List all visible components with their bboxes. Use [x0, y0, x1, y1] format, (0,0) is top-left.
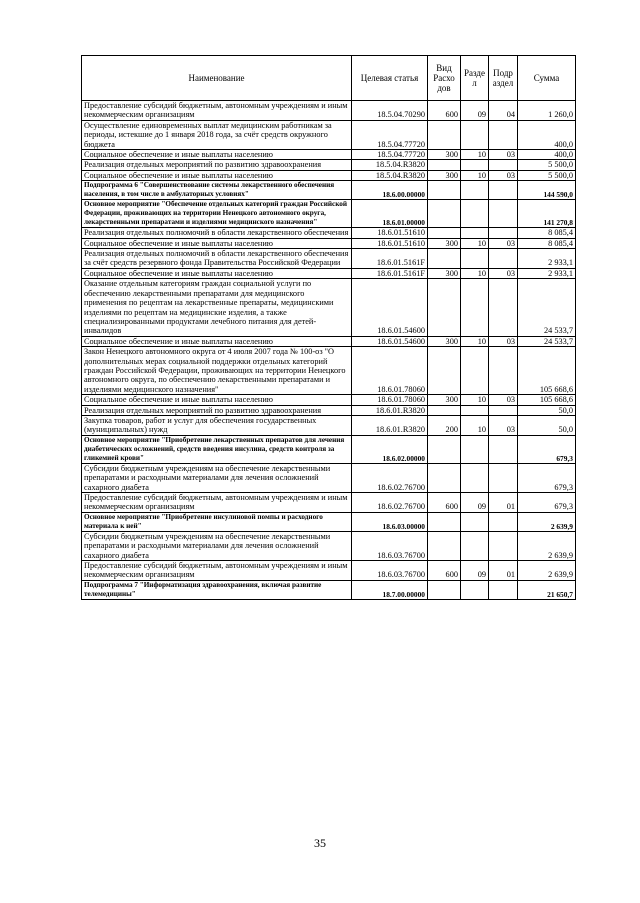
cell-razdel: [461, 279, 489, 336]
cell-podrazdel: [489, 347, 518, 395]
cell-sum: 141 270,8: [518, 200, 576, 228]
header-vid: Вид Расхо дов: [428, 56, 461, 101]
table-row: [82, 200, 576, 228]
cell-razdel: [461, 405, 489, 415]
cell-article: 18.6.01.78060: [352, 347, 428, 395]
cell-sum: 679,3: [518, 493, 576, 513]
cell-name: Реализация отдельных полномочий в области лекарственного обеспечения за счёт средств резервного фонда Правительства Российской Федерации: [82, 249, 352, 269]
cell-podrazdel: 04: [489, 101, 518, 121]
cell-vid: 300: [428, 238, 461, 248]
cell-name: Социальное обеспечение и иные выплаты населению: [82, 170, 352, 180]
cell-razdel: 10: [461, 336, 489, 346]
cell-razdel: [461, 181, 489, 200]
budget-table: [81, 55, 576, 600]
table-row: [82, 531, 576, 560]
table-row: [82, 493, 576, 513]
table-row: [82, 120, 576, 149]
cell-vid: 600: [428, 101, 461, 121]
cell-sum: 24 533,7: [518, 336, 576, 346]
cell-name: Предоставление субсидий бюджетным, автономным учреждениям и иным некоммерческим организациям: [82, 493, 352, 513]
cell-name: Осуществление единовременных выплат медицинским работникам за периоды, истекшие до 1 января 2018 года, за счёт средств окружного бюджета: [82, 120, 352, 149]
cell-article: 18.6.02.76700: [352, 493, 428, 513]
cell-name: Основное мероприятие "Приобретение лекарственных препаратов для лечения диабетических осложнений, средств введения инсулина, средств контроля за гликемией крови": [82, 435, 352, 463]
cell-sum: 5 500,0: [518, 160, 576, 170]
cell-name: Подпрограмма 6 "Совершенствование системы лекарственного обеспечения населения, в том числе в амбулаторных условиях": [82, 181, 352, 200]
cell-vid: [428, 279, 461, 336]
cell-article: 18.6.01.00000: [352, 200, 428, 228]
cell-name: Подпрограмма 7 "Информатизация здравоохранения, включая развитие телемедицины": [82, 580, 352, 599]
table-row: [82, 405, 576, 415]
cell-vid: [428, 347, 461, 395]
cell-sum: 144 590,0: [518, 181, 576, 200]
cell-razdel: [461, 463, 489, 492]
cell-podrazdel: [489, 580, 518, 599]
cell-razdel: 09: [461, 101, 489, 121]
cell-podrazdel: [489, 228, 518, 238]
cell-article: 18.5.04.70290: [352, 101, 428, 121]
cell-razdel: 10: [461, 268, 489, 278]
cell-sum: 679,3: [518, 463, 576, 492]
cell-name: Субсидии бюджетным учреждениям на обеспечение лекарственными препаратами и расходными материалами для лечения осложнений сахарного диабета: [82, 463, 352, 492]
table-row: [82, 561, 576, 581]
table-row: [82, 463, 576, 492]
cell-name: Реализация отдельных мероприятий по развитию здравоохранения: [82, 160, 352, 170]
cell-article: 18.6.01.5161F: [352, 249, 428, 269]
table-row: [82, 101, 576, 121]
table-row: [82, 170, 576, 180]
header-name: Наименование: [82, 56, 352, 101]
cell-name: Субсидии бюджетным учреждениям на обеспечение лекарственными препаратами и расходными материалами для лечения осложнений сахарного диабета: [82, 531, 352, 560]
cell-sum: 105 668,6: [518, 395, 576, 405]
cell-vid: [428, 228, 461, 238]
cell-article: 18.6.01.54600: [352, 279, 428, 336]
cell-article: 18.6.01.5161F: [352, 268, 428, 278]
cell-sum: 2 639,9: [518, 531, 576, 560]
cell-name: Реализация отдельных полномочий в области лекарственного обеспечения: [82, 228, 352, 238]
cell-razdel: [461, 580, 489, 599]
page-number: 35: [314, 836, 326, 850]
cell-vid: 300: [428, 268, 461, 278]
table-row: [82, 336, 576, 346]
cell-name: Социальное обеспечение и иные выплаты населению: [82, 150, 352, 160]
cell-sum: 400,0: [518, 150, 576, 160]
cell-article: 18.5.04.R3820: [352, 160, 428, 170]
table-row: [82, 181, 576, 200]
cell-podrazdel: [489, 181, 518, 200]
cell-article: 18.6.02.00000: [352, 435, 428, 463]
cell-sum: 8 085,4: [518, 238, 576, 248]
cell-razdel: [461, 200, 489, 228]
cell-razdel: [461, 512, 489, 531]
cell-sum: 400,0: [518, 120, 576, 149]
cell-podrazdel: 03: [489, 238, 518, 248]
cell-name: Социальное обеспечение и иные выплаты населению: [82, 268, 352, 278]
cell-article: 18.6.01.51610: [352, 228, 428, 238]
cell-vid: [428, 580, 461, 599]
cell-razdel: [461, 160, 489, 170]
cell-podrazdel: [489, 279, 518, 336]
cell-article: 18.6.03.00000: [352, 512, 428, 531]
cell-sum: 8 085,4: [518, 228, 576, 238]
cell-vid: [428, 120, 461, 149]
table-row: [82, 435, 576, 463]
cell-sum: 2 639,9: [518, 561, 576, 581]
cell-article: 18.5.04.77720: [352, 150, 428, 160]
cell-vid: 300: [428, 336, 461, 346]
cell-article: 18.6.01.54600: [352, 336, 428, 346]
header-razdel: Разде л: [461, 56, 489, 101]
table-row: [82, 160, 576, 170]
cell-sum: 24 533,7: [518, 279, 576, 336]
cell-article: 18.6.01.51610: [352, 238, 428, 248]
cell-vid: 300: [428, 395, 461, 405]
cell-vid: 300: [428, 170, 461, 180]
cell-podrazdel: 03: [489, 336, 518, 346]
cell-razdel: [461, 531, 489, 560]
cell-sum: 1 260,0: [518, 101, 576, 121]
cell-vid: [428, 181, 461, 200]
cell-name: Закупка товаров, работ и услуг для обеспечения государственных (муниципальных) нужд: [82, 415, 352, 435]
cell-article: 18.6.01.R3820: [352, 415, 428, 435]
table-row: [82, 415, 576, 435]
cell-sum: 105 668,6: [518, 347, 576, 395]
cell-name: Социальное обеспечение и иные выплаты населению: [82, 238, 352, 248]
cell-name: Реализация отдельных мероприятий по развитию здравоохранения: [82, 405, 352, 415]
cell-vid: [428, 512, 461, 531]
cell-razdel: 09: [461, 561, 489, 581]
cell-vid: [428, 160, 461, 170]
cell-name: Закон Ненецкого автономного округа от 4 июля 2007 года № 100-оз "О дополнительных мерах социальной поддержки отдельных категорий граждан Российской Федерации, проживающих на территории Ненецкого автономного округа, по обеспечению лекарственными препаратами и изделиями медицинского назначения": [82, 347, 352, 395]
cell-sum: 2 639,9: [518, 512, 576, 531]
header-podrazdel: Подр аздел: [489, 56, 518, 101]
cell-name: Основное мероприятие "Приобретение инсулиновой помпы и расходного материала к ней": [82, 512, 352, 531]
cell-article: 18.6.01.78060: [352, 395, 428, 405]
cell-sum: 5 500,0: [518, 170, 576, 180]
cell-vid: [428, 531, 461, 560]
table-header-row: [82, 56, 576, 101]
cell-podrazdel: [489, 120, 518, 149]
cell-podrazdel: 01: [489, 561, 518, 581]
cell-razdel: 10: [461, 150, 489, 160]
cell-article: 18.6.02.76700: [352, 463, 428, 492]
table-body: [82, 101, 576, 600]
cell-name: Социальное обеспечение и иные выплаты населению: [82, 336, 352, 346]
header-sum: Сумма: [518, 56, 576, 101]
cell-sum: 21 650,7: [518, 580, 576, 599]
table-row: [82, 150, 576, 160]
cell-name: Социальное обеспечение и иные выплаты населению: [82, 395, 352, 405]
cell-razdel: [461, 435, 489, 463]
cell-razdel: 10: [461, 415, 489, 435]
cell-podrazdel: [489, 249, 518, 269]
cell-podrazdel: 03: [489, 395, 518, 405]
cell-razdel: [461, 120, 489, 149]
cell-article: 18.6.01.R3820: [352, 405, 428, 415]
cell-podrazdel: [489, 463, 518, 492]
cell-podrazdel: [489, 405, 518, 415]
cell-name: Оказание отдельным категориям граждан социальной услуги по обеспечению лекарственными препаратами для медицинского применения по рецептам на лекарственные препараты, медицинскими изделиями по рецептам на медицинские изделия, а также специализированными продуктами лечебного питания для детей-инвалидов: [82, 279, 352, 336]
cell-vid: [428, 249, 461, 269]
cell-vid: [428, 463, 461, 492]
cell-vid: 200: [428, 415, 461, 435]
table-row: [82, 347, 576, 395]
table-row: [82, 238, 576, 248]
cell-razdel: [461, 228, 489, 238]
cell-razdel: [461, 347, 489, 395]
cell-razdel: 10: [461, 170, 489, 180]
cell-podrazdel: [489, 160, 518, 170]
cell-article: 18.5.04.R3820: [352, 170, 428, 180]
cell-sum: 2 933,1: [518, 249, 576, 269]
cell-sum: 50,0: [518, 405, 576, 415]
cell-razdel: 09: [461, 493, 489, 513]
cell-sum: 50,0: [518, 415, 576, 435]
cell-name: Предоставление субсидий бюджетным, автономным учреждениям и иным некоммерческим организациям: [82, 561, 352, 581]
cell-article: 18.6.00.00000: [352, 181, 428, 200]
cell-vid: 600: [428, 493, 461, 513]
table-row: [82, 580, 576, 599]
table-row: [82, 279, 576, 336]
cell-sum: 679,3: [518, 435, 576, 463]
cell-article: 18.6.03.76700: [352, 531, 428, 560]
cell-podrazdel: 03: [489, 170, 518, 180]
cell-vid: 600: [428, 561, 461, 581]
cell-vid: [428, 200, 461, 228]
cell-podrazdel: 03: [489, 150, 518, 160]
cell-article: 18.7.00.00000: [352, 580, 428, 599]
table-row: [82, 512, 576, 531]
cell-podrazdel: [489, 512, 518, 531]
cell-article: 18.5.04.77720: [352, 120, 428, 149]
header-article: Целевая статья: [352, 56, 428, 101]
cell-vid: [428, 435, 461, 463]
table-row: [82, 228, 576, 238]
cell-razdel: [461, 249, 489, 269]
cell-podrazdel: [489, 435, 518, 463]
cell-podrazdel: 01: [489, 493, 518, 513]
cell-vid: 300: [428, 150, 461, 160]
cell-razdel: 10: [461, 395, 489, 405]
cell-vid: [428, 405, 461, 415]
cell-podrazdel: 03: [489, 415, 518, 435]
cell-podrazdel: 03: [489, 268, 518, 278]
cell-name: Основное мероприятие "Обеспечение отдельных категорий граждан Российской Федерации, проживающих на территории Ненецкого автономного округа, лекарственными препаратами и изделиями медицинского назначения": [82, 200, 352, 228]
table-row: [82, 249, 576, 269]
cell-podrazdel: [489, 200, 518, 228]
cell-sum: 2 933,1: [518, 268, 576, 278]
table-row: [82, 395, 576, 405]
cell-razdel: 10: [461, 238, 489, 248]
cell-podrazdel: [489, 531, 518, 560]
cell-article: 18.6.03.76700: [352, 561, 428, 581]
cell-name: Предоставление субсидий бюджетным, автономным учреждениям и иным некоммерческим организациям: [82, 101, 352, 121]
table-row: [82, 268, 576, 278]
